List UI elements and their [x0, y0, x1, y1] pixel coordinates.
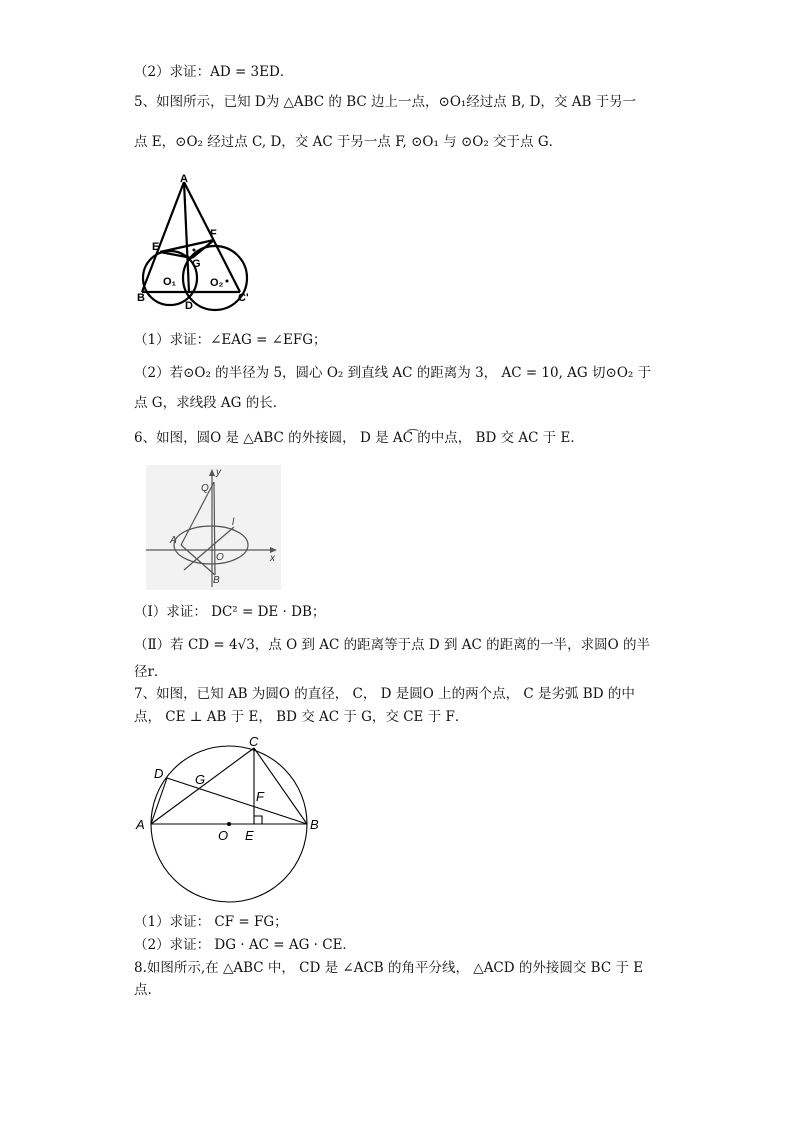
q6-part2-line2: 径r．	[134, 664, 168, 680]
label-l: l	[232, 517, 235, 528]
figure-q7-svg	[134, 732, 324, 907]
q7-part2: （2）求证： DG · AC = AG · CE．	[134, 937, 356, 953]
q5-part1: （1）求证：∠EAG = ∠EFG；	[134, 332, 327, 348]
q5-stem-line1: 5、如图所示，已知 D为 △ABC 的 BC 边上一点，⊙O₁经过点 B, D，交 AB 于另一	[134, 94, 637, 110]
label-g: G	[195, 772, 206, 787]
segment-ad	[184, 182, 189, 292]
label-c: C'	[238, 292, 249, 304]
label-f: F	[210, 228, 217, 240]
label-d: D	[185, 300, 193, 312]
label-a: A	[136, 817, 145, 832]
right-angle-mark	[254, 816, 262, 824]
label-q: Q	[201, 483, 209, 494]
label-d: D	[154, 766, 164, 781]
figure-q5-svg	[134, 170, 254, 315]
label-f: F	[256, 789, 264, 804]
figure-q5	[134, 170, 254, 315]
label-y: y	[216, 467, 221, 478]
label-e: E	[152, 241, 160, 253]
label-o: O	[216, 552, 224, 563]
q7-stem-line1: 7、如图，已知 AB 为圆O 的直径， C， D 是圆O 上的两个点， C 是劣弧 BD 的中	[134, 686, 635, 702]
label-e: E	[245, 828, 254, 843]
label-a: A	[170, 535, 177, 546]
q6-stem: 6、如图，圆O 是 △ABC 的外接圆， D 是 AC͡ 的中点， BD 交 AC 于 E．	[134, 430, 584, 446]
figure-q6	[146, 465, 281, 590]
segment-cb	[254, 748, 307, 824]
q5-part2-line2: 点 G，求线段 AG 的长．	[134, 395, 287, 411]
q6-part2-line1: （Ⅱ）若 CD = 4√3，点 O 到 AC 的距离等于点 D 到 AC 的距离的一半，求圆O 的半	[134, 637, 651, 653]
segment-da	[151, 778, 167, 824]
point-mark	[193, 249, 196, 252]
q5-stem-line2: 点 E，⊙O₂ 经过点 C, D，交 AC 于另一点 F, ⊙O₁ 与 ⊙O₂ 交于点 G．	[134, 134, 563, 150]
segment-db	[167, 778, 307, 824]
label-o: O	[218, 828, 229, 843]
label-b: B	[310, 817, 319, 832]
q6-part1: （Ⅰ）求证： DC² = DE · DB；	[134, 604, 326, 620]
q8-stem-line2: 点.	[134, 982, 152, 998]
q5-part2-line1: （2）若⊙O₂ 的半径为 5，圆心 O₂ 到直线 AC 的距离为 3， AC = 10, AG 切⊙O₂ 于	[134, 365, 652, 381]
label-o2: O₂	[210, 277, 224, 289]
label-o1: O₁	[163, 276, 177, 288]
label-b: B	[213, 575, 220, 586]
label-a: A	[180, 173, 188, 185]
q7-stem-line2: 点， CE ⊥ AB 于 E， BD 交 AC 于 G，交 CE 于 F．	[134, 709, 469, 725]
q7-part1: （1）求证： CF = FG；	[134, 914, 288, 930]
label-c: C	[249, 734, 259, 749]
q8-stem-line1: 8.如图所示,在 △ABC 中， CD 是 ∠ACB 的角平分线， △ACD 的外接圆交 BC 于 E	[134, 960, 644, 976]
q4-part2: （2）求证：AD = 3ED．	[134, 64, 294, 80]
figure-q7	[134, 732, 324, 907]
label-g: G	[192, 258, 201, 270]
figure-q6-svg	[146, 465, 281, 590]
label-x: x	[270, 553, 275, 564]
point-o2-mark	[226, 280, 229, 283]
label-b: B	[137, 292, 145, 304]
center-point	[227, 822, 231, 826]
